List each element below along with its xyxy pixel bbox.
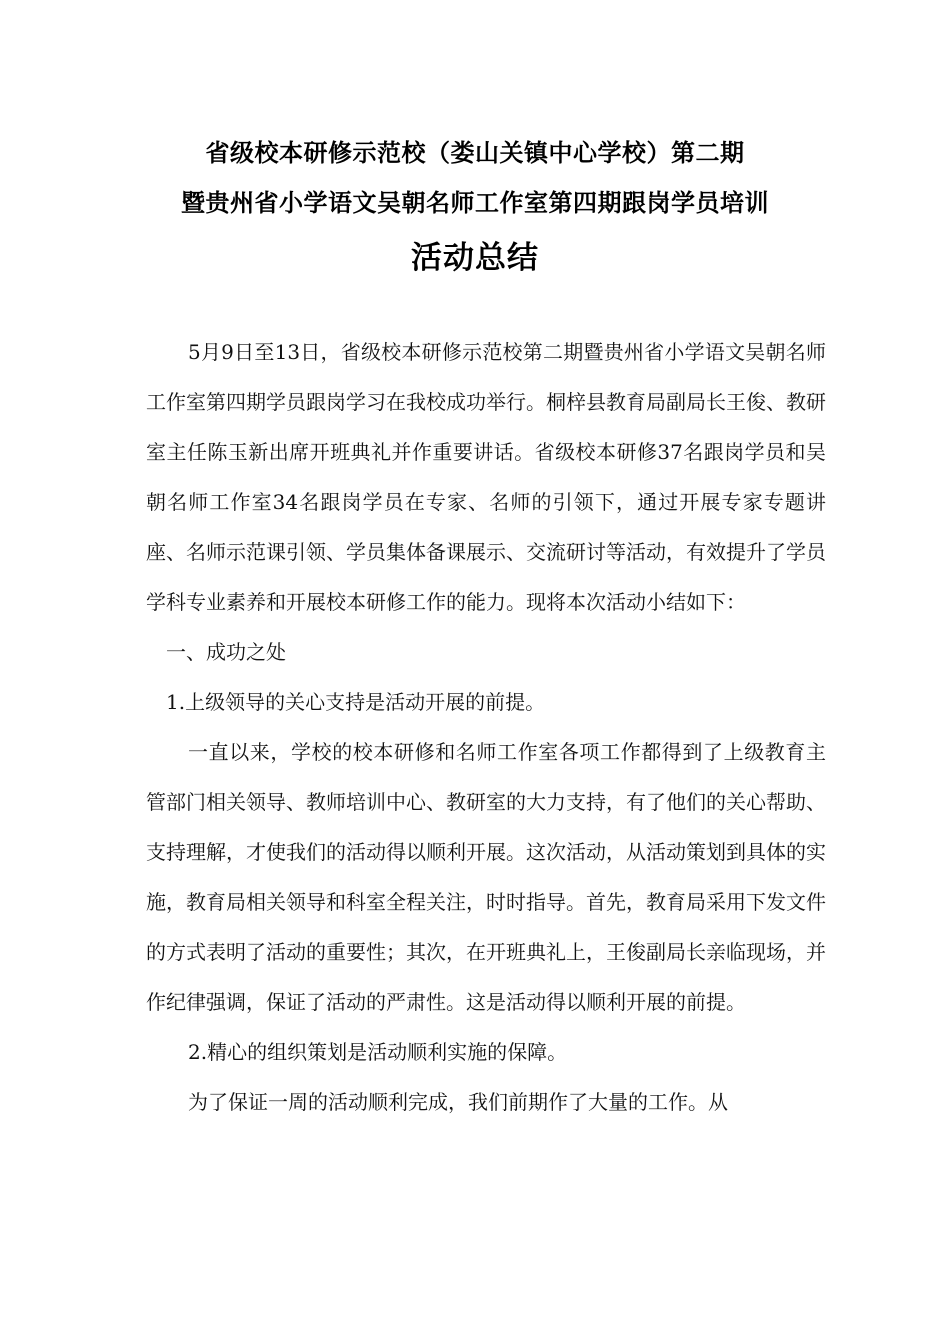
point-heading-1: 1.上级领导的关心支持是活动开展的前提。 — [166, 690, 546, 714]
point-paragraph-2: 为了保证一周的活动顺利完成，我们前期作了大量的工作。从 — [188, 1090, 728, 1114]
document-body — [146, 327, 826, 1127]
document-title-line1: 省级校本研修示范校（娄山关镇中心学校）第二期 — [205, 139, 745, 167]
section-heading-successes: 一、成功之处 — [166, 640, 286, 664]
point-heading-2: 2.精心的组织策划是活动顺利实施的保障。 — [188, 1040, 568, 1064]
document-title-line2: 暨贵州省小学语文吴朝名师工作室第四期跟岗学员培训 — [181, 189, 769, 217]
point-paragraph-1: 一直以来，学校的校本研修和名师工作室各项工作都得到了上级教育主管部门相关领导、教师培训中心、教研室的大力支持，有了他们的关心帮助、支持理解，才使我们的活动得以顺利开展。这次活动，从活动策划到具体的实施，教育局相关领导和科室全程关注，时时指导。首先，教育局采用下发文件的方式表明了活动的重要性；其次，在开班典礼上，王俊副局长亲临现场，并作纪律强调，保证了活动的严肃性。这是活动得以顺利开展的前提。 — [146, 740, 826, 1014]
document-title-main: 活动总结 — [411, 240, 539, 276]
intro-paragraph: 5月9日至13日，省级校本研修示范校第二期暨贵州省小学语文吴朝名师工作室第四期学员跟岗学习在我校成功举行。桐梓县教育局副局长王俊、教研室主任陈玉新出席开班典礼并作重要讲话。省级校本研修37名跟岗学员和吴朝名师工作室34名跟岗学员在专家、名师的引领下，通过开展专家专题讲座、名师示范课引领、学员集体备课展示、交流研讨等活动，有效提升了学员学科专业素养和开展校本研修工作的能力。现将本次活动小结如下： — [146, 340, 826, 614]
